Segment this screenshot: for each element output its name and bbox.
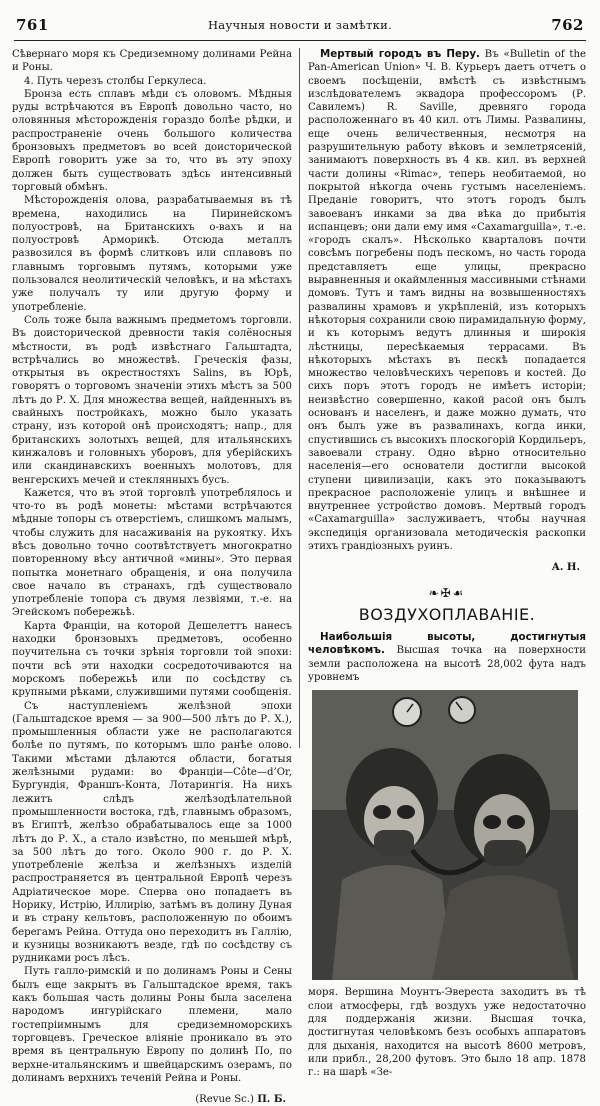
paragraph: Сѣвернаго моря къ Средиземному долинами Рейна и Роны. bbox=[12, 49, 292, 74]
paragraph: Съ наступленіемъ желѣзной эпохи (Гальштадское время — за 900—500 лѣтъ до Р. Х.), промышленныя области уже не располагаются болѣе по путямъ, по которымъ шло ранѣе олово. Такими мѣстами дѣлаются области, богатыя желѣзными рудами: во Франціи—Côte—d’Or, Бургундія, Франшъ-Конта, Лотарингія. На нихъ лежитъ слѣдъ желѣзодѣлательной промышленности востока, гдѣ, главнымъ образомъ, въ Египтѣ, желѣзо обрабатывалось еще за 1000 лѣтъ до Р. Х., а стало извѣстно, по меньшей мѣрѣ, за 500 лѣтъ до того. Около 900 г. до Р. Х. употребленіе желѣза и желѣзныхъ изделій распространяется въ центральной Европѣ черезъ Адріатическое море. Сперва оно попадаетъ въ Норику, Истрію, Иллирію, затѣмъ въ долину Дуная и въ страну кельтовъ, расположенную по обоимъ берегамъ Рейна. Оттуда оно переходитъ въ Галлію, и кузницы возникаютъ везде, гдѣ по сосѣдству съ рудниками росъ лѣсъ. bbox=[12, 700, 292, 965]
paragraph: Мѣсторожденія олова, разрабатываемыя въ тѣ времена, находились на Пиринейскомъ полуостровѣ, на Британскихъ о-вахъ и на полуостровѣ Арморикѣ. Отсюда металлъ развозился въ формѣ слитковъ или сплавовъ по главнымъ торговымъ путямъ, которыми уже пользовался неолитическій человѣкъ, и на мѣстахъ уже получалъ ту или другую форму и употребленіе. bbox=[12, 195, 292, 313]
paragraph: 4. Путь черезъ столбы Геркулеса. bbox=[24, 75, 207, 87]
paragraph: Путь галло-римскій и по долинамъ Роны и Сены былъ еще закрытъ въ Гальштадское время, такъ какъ большая часть долины Роны была заселена народомъ ингурійскаго племени, мало гостепріимнымъ для средиземноморскихъ торговцевъ. Греческое вліяніе проникало въ это время въ центральную Европу по долинѣ По, по верхне-итальянскимъ и швейцарскимъ озерамъ, по долинамъ верхнихъ теченій Рейна и Роны. bbox=[12, 966, 292, 1084]
paragraph-text: Высшая точка на поверхности земли расположена на высотѣ 28,002 фута надъ уровнемъ bbox=[308, 645, 587, 684]
paragraph: Кажется, что въ этой торговлѣ употреблялось и что-то въ родѣ монеты: мѣстами встрѣчаются мѣдные топоры съ отверстіемъ, слишкомъ малымъ, чтобы служить для насаживанія на рукоятку. Ихъ вѣсъ довольно точно соотвѣтствуетъ многократно повторенному вѣсу античной «мины». Это первая попытка монетнаго обращенія, и она получила свое начало въ странахъ, гдѣ существовало употребленіе топора съ двумя лезвіями, т.-е. на Эгейскомъ побережьѣ. bbox=[12, 487, 292, 619]
aviators-photo-illustration bbox=[312, 690, 578, 980]
signature-initials: А. Н. bbox=[551, 561, 580, 574]
paragraph: Карта Франціи, на которой Дешелеттъ нанесъ находки бронзовыхъ предметовъ, особенно поучительна съ точки зрѣнія торговли той эпохи: почти всѣ эти находки сосредоточиваются на морскомъ побережьѣ или по сосѣдству съ крупными рѣками, служившими путями сообщенія. bbox=[12, 620, 292, 699]
aviators-photo bbox=[312, 690, 578, 980]
section-title: ВОЗДУХОПЛАВАНІЕ. bbox=[358, 604, 536, 624]
page-number-right: 762 bbox=[551, 16, 584, 34]
article-lead-title: Мертвый городъ въ Перу. bbox=[320, 48, 480, 60]
running-header bbox=[14, 14, 586, 41]
paragraph: моря. Вершина Моунтъ-Эвереста заходитъ въ тѣ слои атмосферы, гдѣ воздухъ уже недостаточно для поддержанія жизни. Высшая точка, достигнутая человѣкомъ безъ особыхъ аппаратовъ для дыханія, находится на высотѣ 8600 метровъ, или прибл., 28,200 футовъ. Это было 18 апр. 1878 г.: на шарѣ «Зе- bbox=[308, 987, 586, 1079]
running-title: Научныя новости и замѣтки. bbox=[207, 18, 393, 32]
paragraph: Соль тоже была важнымъ предметомъ торговли. Въ доисторической древности такія солёносныя мѣстности, въ родѣ извѣстнаго Гальштадта, встрѣчались во множествѣ. Греческія фазы, открытыя въ окрестностяхъ Salins, въ Юрѣ, говорятъ о торговомъ значеніи этихъ мѣстъ за 500 лѣтъ до Р. Х. Для множества вещей, найденныхъ въ свайныхъ постройкахъ, можно было указать страну, изъ которой онѣ происходятъ; напр., для британскихъ золотыхъ вещей, для итальянскихъ кинжаловъ и головныхъ уборовъ, для уберійскихъ или скандинавскихъ военныхъ молотовъ, для венгерскихъ мечей и стеклянныхъ бусъ. bbox=[12, 314, 292, 486]
paragraph bbox=[308, 48, 586, 553]
article-signature bbox=[12, 1093, 286, 1106]
ornament-divider: ❧✠☙ bbox=[428, 585, 466, 600]
article-lead-title: Наибольшія высоты, достигнутыя человѣкомъ. bbox=[308, 631, 586, 657]
page-number-left: 761 bbox=[16, 16, 49, 34]
signature-initials: П. Б. bbox=[257, 1093, 286, 1106]
paragraph-text: Въ «Bulletin of the Pan-American Union» Ч. В. Курьеръ даетъ отчетъ о своемъ посѣщеніи, вмѣстѣ съ извѣстнымъ изслѣдователемъ эквадора профессоромъ (Р. Савилемъ) R. Saville, древняго города расположеннаго въ 40 кил. отъ Лимы. Развалины, еще очень величественныя, несмотря на разрушительную работу вѣковъ и землетрясеній, занимаютъ поверхность въ 4 кв. кил. въ верхней части долины «Rimac», теперь необитаемой, но покрытой нѣкогда очень густымъ населеніемъ. Преданіе говоритъ, что этотъ городъ былъ завоеванъ инками за два вѣка до прибытія испанцевъ; они дали ему имя «Caxamarguilla», т.-е. «городъ скалъ». Нѣсколько кварталовъ почти совсѣмъ погребены подъ пескомъ, но часть города представляетъ еще улицы, прекрасно выравненныя и окаймленныя массивными стѣнами домовъ. Тутъ и тамъ видны на возвышенностяхъ развалины храмовъ и укрѣпленій, изъ которыхъ нѣкоторыя сохранили свою пирамидальную форму, и къ которымъ ведутъ длинныя и широкія лѣстницы, пересѣкаемыя террасами. Въ нѣкоторыхъ мѣстахъ въ пескѣ попадается множество человѣческихъ череповъ и костей. До сихъ поръ этотъ городъ не имѣетъ исторіи; неизвѣстно совершенно, какой расой онъ былъ основанъ и населенъ, и даже можно думать, что онъ былъ уже въ развалинахъ, когда инки, спустившись съ высокихъ плоскогорій Кордильеръ, завоевали страну. Одно вѣрно относительно населенія—его основатели достигли высокой ступени цивилизаціи, какъ это показываютъ прекрасное расположеніе улицъ и внѣшнее и внутреннее устройство домовъ. Мертвый городъ «Caxamarguilla» заслуживаетъ, чтобы научная экспедиція организовала методическія раскопки этихъ грандіозныхъ руинъ. bbox=[308, 49, 587, 552]
article-signature bbox=[308, 561, 580, 574]
paragraph: Бронза есть сплавъ мѣди съ оловомъ. Мѣдныя руды встрѣчаются въ Европѣ довольно часто, но оловянныя мѣсторожденія гораздо болѣе рѣдки, и распространеніе очень большого количества бронзовыхъ предметовъ во всей доисторической Европѣ говоритъ уже за то, что въ эту эпоху должен быть существовать здѣсь интенсивный торговый обмѣнъ. bbox=[12, 88, 292, 193]
column-divider bbox=[299, 48, 300, 748]
signature-source: (Revue Sc.) bbox=[195, 1094, 254, 1106]
left-column bbox=[12, 48, 292, 1106]
paragraph bbox=[308, 631, 586, 684]
right-column bbox=[308, 48, 587, 1079]
